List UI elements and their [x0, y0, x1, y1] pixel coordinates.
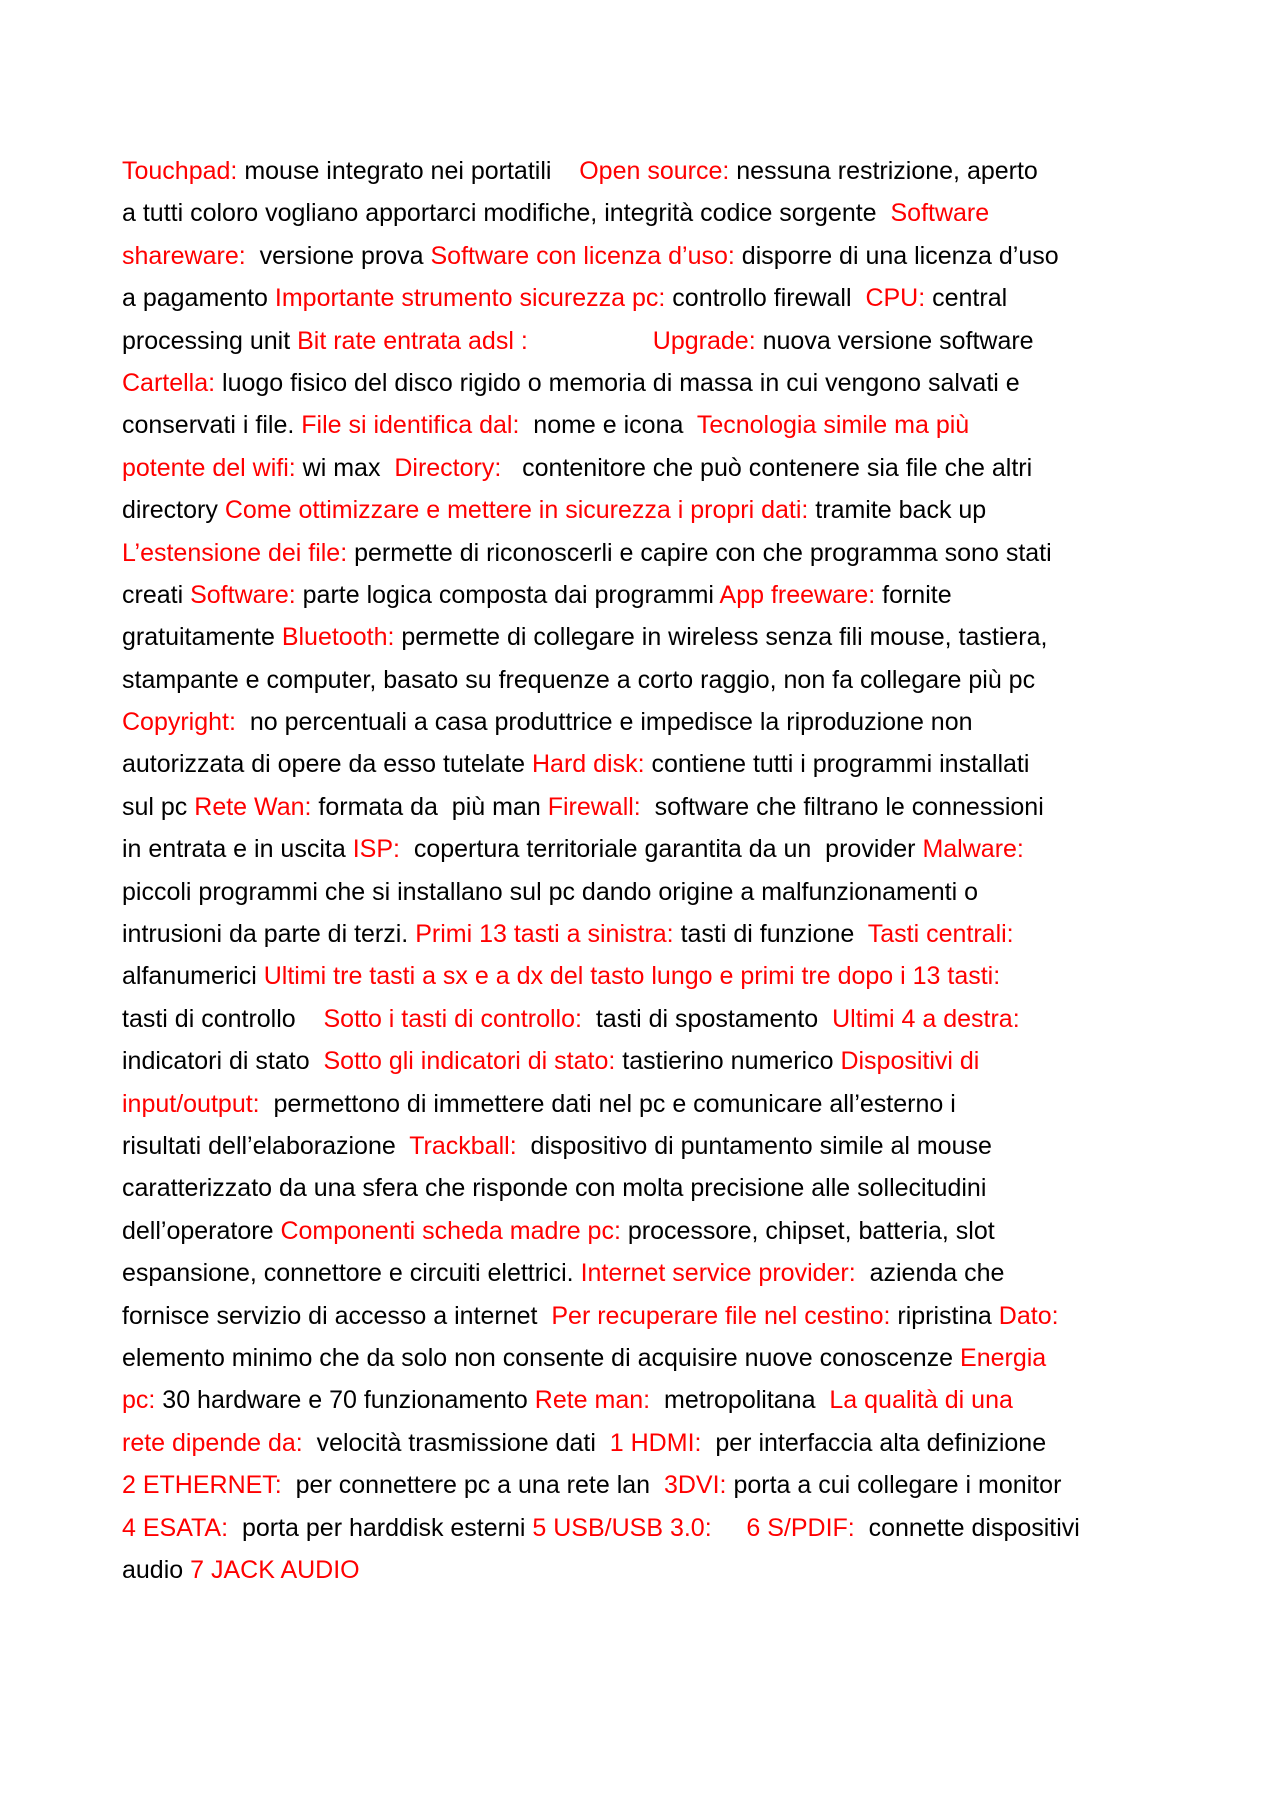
glossary-term: Touchpad:	[122, 157, 238, 185]
text-line	[122, 1040, 1172, 1082]
glossary-term: ISP:	[352, 835, 400, 864]
glossary-term: Bit rate entrata adsl : Upgrade:	[297, 326, 756, 355]
term-definition: tasti di controllo	[122, 1004, 324, 1033]
glossary-term: 4 ESATA:	[122, 1513, 229, 1542]
term-definition: velocità trasmissione dati	[302, 1428, 610, 1457]
glossary-term: Tecnologia simile ma più	[696, 411, 970, 440]
text-line	[122, 913, 1172, 955]
term-definition: connette dispositivi	[854, 1513, 1080, 1542]
term-definition: processore, chipset, batteria, slot	[620, 1216, 995, 1245]
glossary-term: 7 JACK AUDIO	[190, 1555, 360, 1584]
glossary-term: Ultimi 4 a destra:	[832, 1004, 1020, 1033]
term-definition: luogo fisico del disco rigido o memoria di massa in cui vengono salvati e	[215, 368, 1020, 397]
glossary-term: pc:	[122, 1386, 156, 1415]
text-line	[122, 404, 1172, 446]
glossary-term: Malware:	[922, 835, 1024, 864]
text-line	[122, 1549, 1172, 1591]
term-definition: sul pc	[122, 792, 195, 821]
term-definition: contenitore che può contenere sia file che altri	[501, 453, 1033, 482]
glossary-term: Sotto gli indicatori di stato:	[323, 1047, 616, 1076]
term-definition: parte logica composta dai programmi	[295, 580, 720, 609]
term-definition: per connettere pc a una rete lan	[281, 1471, 664, 1500]
glossary-term: rete dipende da:	[122, 1428, 303, 1457]
text-line	[122, 871, 1172, 913]
term-definition: disporre di una licenza d’uso	[734, 241, 1059, 270]
glossary-term: shareware:	[122, 241, 246, 270]
term-definition: nome e icona	[519, 411, 697, 440]
glossary-term: CPU:	[865, 284, 926, 313]
term-definition: fornisce servizio di accesso a internet	[122, 1301, 552, 1330]
term-definition: gratuitamente	[122, 623, 282, 652]
glossary-term: Rete man:	[534, 1386, 651, 1415]
term-definition: creati	[122, 580, 191, 609]
text-line	[122, 828, 1172, 870]
term-definition: ripristina	[890, 1301, 999, 1330]
text-line	[122, 150, 1172, 192]
glossary-term: 1 HDMI:	[609, 1428, 702, 1457]
glossary-term: 3DVI:	[663, 1471, 727, 1500]
term-definition: elemento minimo che da solo non consente di acquisire nuove conoscenze	[122, 1343, 961, 1372]
term-definition: copertura territoriale garantita da un provider	[399, 835, 923, 864]
term-definition: conservati i file.	[122, 411, 302, 440]
term-definition: nuova versione software	[755, 326, 1034, 355]
text-line	[122, 1422, 1172, 1464]
glossary-term: input/output:	[122, 1089, 260, 1118]
text-line	[122, 743, 1172, 785]
text-line	[122, 659, 1172, 701]
text-line	[122, 1252, 1172, 1294]
term-definition: no percentuali a casa produttrice e impedisce la riproduzione non	[235, 708, 973, 737]
glossary-term: Importante strumento sicurezza pc:	[274, 284, 666, 313]
term-definition: espansione, connettore e circuiti elettrici.	[122, 1259, 581, 1288]
term-definition: caratterizzato da una sfera che risponde con molta precisione alle sollecitudini	[122, 1174, 987, 1203]
text-line	[122, 1125, 1172, 1167]
term-definition: permettono di immettere dati nel pc e comunicare all’esterno i	[259, 1089, 956, 1118]
glossary-term: 2 ETHERNET:	[122, 1471, 282, 1500]
glossary-term: 5 USB/USB 3.0: 6 S/PDIF:	[532, 1513, 855, 1542]
glossary-term: File si identifica dal:	[301, 411, 520, 440]
term-definition: azienda che	[855, 1259, 1005, 1288]
term-definition: tasti di spostamento	[581, 1004, 833, 1033]
glossary-term: Software	[890, 199, 990, 228]
glossary-term: Software:	[190, 580, 296, 609]
term-definition: permette di collegare in wireless senza fili mouse, tastiera,	[394, 623, 1048, 652]
text-line	[122, 532, 1172, 574]
glossary-term: Open source:	[579, 157, 730, 185]
term-definition: contiene tutti i programmi installati	[644, 750, 1030, 779]
term-definition: audio	[122, 1555, 191, 1584]
term-definition: alfanumerici	[122, 962, 264, 991]
glossary-term: Come ottimizzare e mettere in sicurezza i propri dati:	[224, 496, 809, 525]
term-definition: stampante e computer, basato su frequenze a corto raggio, non fa collegare più pc	[122, 665, 1036, 694]
term-definition: per interfaccia alta definizione	[701, 1428, 1047, 1457]
term-definition: piccoli programmi che si installano sul pc dando origine a malfunzionamenti o	[122, 877, 979, 906]
term-definition: in entrata e in uscita	[122, 835, 353, 864]
glossary-term: Per recuperare file nel cestino:	[551, 1301, 891, 1330]
text-line	[122, 192, 1172, 234]
text-line	[122, 235, 1172, 277]
term-definition: central	[925, 284, 1008, 313]
glossary-term: Componenti scheda madre pc:	[280, 1216, 621, 1245]
term-definition: tramite back up	[808, 496, 987, 525]
glossary-term: Trackball:	[409, 1131, 517, 1160]
text-line	[122, 1210, 1172, 1252]
term-definition: porta a cui collegare i monitor	[726, 1471, 1062, 1500]
text-line	[122, 277, 1172, 319]
term-definition: formata da più man	[311, 792, 548, 821]
term-definition: nessuna restrizione, aperto	[729, 157, 1038, 185]
text-line	[122, 489, 1172, 531]
term-definition: processing unit	[122, 326, 298, 355]
glossary-term: Copyright:	[122, 708, 236, 737]
glossary-term: App freeware:	[719, 580, 876, 609]
glossary-term: Software con licenza d’uso:	[430, 241, 735, 270]
term-definition: 30 hardware e 70 funzionamento	[155, 1386, 535, 1415]
term-definition: autorizzata di opere da esso tutelate	[122, 750, 532, 779]
term-definition: tasti di funzione	[673, 920, 868, 949]
term-definition: controllo firewall	[665, 284, 866, 313]
term-definition: fornite	[875, 580, 952, 609]
text-line	[122, 320, 1172, 362]
glossary-term: Cartella:	[122, 368, 216, 397]
text-line	[122, 786, 1172, 828]
term-definition: directory	[122, 496, 225, 525]
glossary-term: Firewall:	[547, 792, 641, 821]
glossary-term: Dispositivi di	[840, 1047, 980, 1076]
glossary-term: Rete Wan:	[194, 792, 312, 821]
text-line	[122, 447, 1172, 489]
text-line	[122, 1337, 1172, 1379]
text-line	[122, 1167, 1172, 1209]
glossary-term: Tasti centrali:	[867, 920, 1014, 949]
glossary-term: L’estensione dei file:	[122, 538, 348, 567]
term-definition: dell’operatore	[122, 1216, 281, 1245]
text-line	[122, 1464, 1172, 1506]
glossary-term: Dato:	[998, 1301, 1059, 1330]
term-definition: metropolitana	[650, 1386, 830, 1415]
term-definition: software che filtrano le connessioni	[640, 792, 1044, 821]
text-line	[122, 1379, 1172, 1421]
term-definition: a pagamento	[122, 284, 275, 313]
glossary-term: Ultimi tre tasti a sx e a dx del tasto lungo e primi tre dopo i 13 tasti:	[263, 962, 1001, 991]
glossary-term: potente del wifi:	[122, 453, 296, 482]
term-definition: risultati dell’elaborazione	[122, 1131, 410, 1160]
term-definition: permette di riconoscerli e capire con che programma sono stati	[347, 538, 1052, 567]
document-body	[122, 150, 1172, 1591]
text-line	[122, 955, 1172, 997]
term-definition: intrusioni da parte di terzi.	[122, 920, 416, 949]
term-definition: mouse integrato nei portatili	[237, 157, 580, 185]
term-definition: wi max	[295, 453, 395, 482]
term-definition: indicatori di stato	[122, 1047, 324, 1076]
term-definition: versione prova	[245, 241, 431, 270]
term-definition: tastierino numerico	[615, 1047, 841, 1076]
text-line	[122, 701, 1172, 743]
text-line	[122, 998, 1172, 1040]
glossary-term: Bluetooth:	[281, 623, 395, 652]
glossary-term: Directory:	[394, 453, 502, 482]
glossary-term: Internet service provider:	[580, 1259, 856, 1288]
text-line	[122, 1507, 1172, 1549]
text-line	[122, 574, 1172, 616]
glossary-term: La qualità di una	[829, 1386, 1013, 1415]
glossary-term: Hard disk:	[532, 750, 645, 779]
glossary-term: Energia	[960, 1343, 1047, 1372]
glossary-term: Primi 13 tasti a sinistra:	[415, 920, 674, 949]
term-definition: dispositivo di puntamento simile al mouse	[516, 1131, 992, 1160]
glossary-term: Sotto i tasti di controllo:	[323, 1004, 582, 1033]
text-line	[122, 1083, 1172, 1125]
term-definition: a tutti coloro vogliano apportarci modifiche, integrità codice sorgente	[122, 199, 891, 228]
text-line	[122, 616, 1172, 658]
text-line	[122, 362, 1172, 404]
term-definition: porta per harddisk esterni	[228, 1513, 533, 1542]
text-line	[122, 1295, 1172, 1337]
